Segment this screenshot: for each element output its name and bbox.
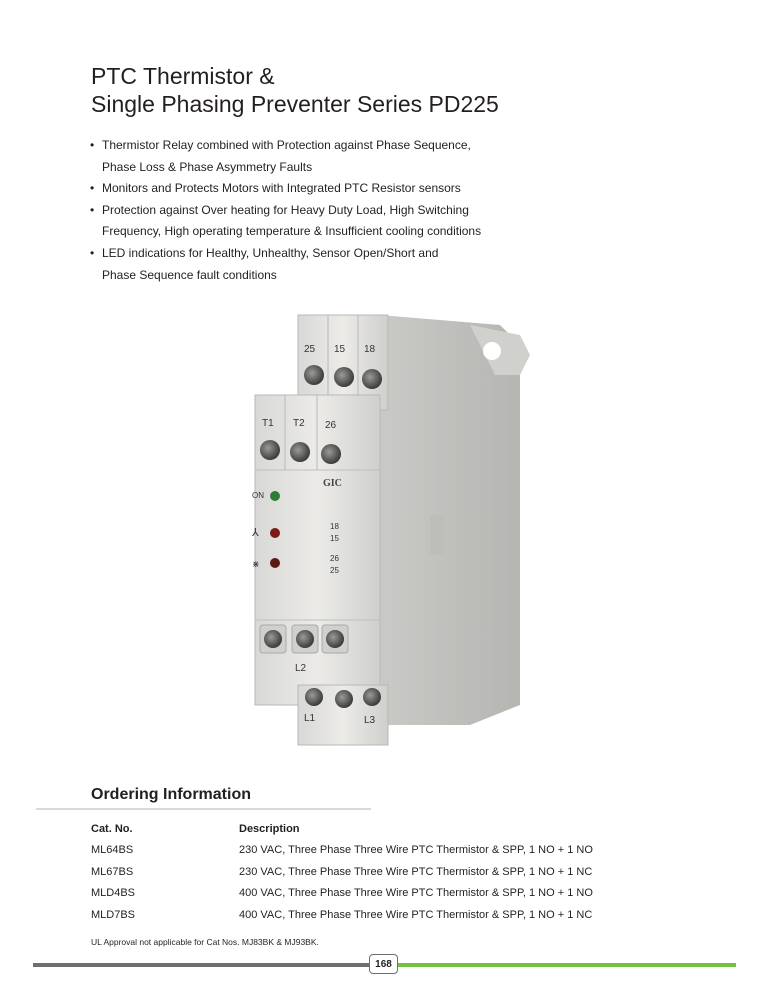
- feature-text: Thermistor Relay combined with Protection against Phase Sequence,: [102, 138, 471, 152]
- led-sensor: [270, 558, 280, 568]
- led-phase: [270, 528, 280, 538]
- cat-no-cell: ML64BS: [91, 844, 134, 857]
- description-cell: 400 VAC, Three Phase Three Wire PTC Thermistor & SPP, 1 NO + 1 NO: [239, 887, 593, 900]
- screw: [363, 688, 381, 706]
- screw: [321, 444, 341, 464]
- screw: [334, 367, 354, 387]
- footnote: UL Approval not applicable for Cat Nos. MJ83BK & MJ93BK.: [91, 937, 319, 947]
- terminal-label: L3: [364, 715, 376, 726]
- section-title: Ordering Information: [91, 786, 251, 803]
- description-cell: 230 VAC, Three Phase Three Wire PTC Thermistor & SPP, 1 NO + 1 NO: [239, 844, 593, 857]
- terminal-label: 18: [364, 344, 376, 355]
- cat-no-cell: MLD4BS: [91, 887, 136, 900]
- housing-side: [380, 315, 520, 725]
- terminal-label: 26: [325, 420, 337, 431]
- contact-label: 25: [330, 566, 339, 575]
- screw: [264, 630, 282, 648]
- terminal-label: L2: [295, 663, 307, 674]
- led-label: ON: [252, 491, 264, 500]
- feature-text: Protection against Over heating for Heavy Duty Load, High Switching: [102, 202, 469, 217]
- product-image: [230, 305, 560, 765]
- screw: [296, 630, 314, 648]
- table-row: [91, 904, 593, 926]
- ordering-table: [91, 818, 593, 926]
- description-cell: 400 VAC, Three Phase Three Wire PTC Thermistor & SPP, 1 NO + 1 NC: [239, 908, 593, 921]
- cat-no-cell: MLD7BS: [91, 908, 136, 921]
- footer-bar-left: [33, 963, 369, 967]
- sensor-icon: ⋇: [252, 559, 260, 569]
- terminal-label: L1: [304, 713, 316, 724]
- feature-item: [90, 243, 650, 286]
- feature-list: [90, 135, 650, 286]
- contact-label: 18: [330, 522, 339, 531]
- feature-text-cont: Phase Loss & Phase Asymmetry Faults: [102, 159, 313, 174]
- terminal-label: T2: [293, 418, 305, 429]
- screw: [362, 369, 382, 389]
- column-header: Description: [239, 822, 300, 835]
- feature-item: [90, 200, 650, 243]
- feature-item: [90, 178, 650, 200]
- feature-text-cont: Frequency, High operating temperature & Insufficient cooling conditions: [102, 224, 482, 239]
- feature-item: [90, 135, 650, 178]
- screw: [290, 442, 310, 462]
- screw: [260, 440, 280, 460]
- title-line-1: PTC Thermistor &: [91, 63, 275, 89]
- brand-label: GIC: [323, 478, 342, 489]
- screw: [305, 688, 323, 706]
- page-number: 168: [369, 954, 398, 974]
- contact-label: 15: [330, 534, 339, 543]
- feature-text-cont: Phase Sequence fault conditions: [102, 267, 277, 282]
- page-title: [91, 62, 499, 118]
- table-header-row: [91, 818, 593, 840]
- description-cell: 230 VAC, Three Phase Three Wire PTC Thermistor & SPP, 1 NO + 1 NC: [239, 865, 593, 878]
- feature-text: Monitors and Protects Motors with Integrated PTC Resistor sensors: [102, 181, 461, 196]
- phase-icon: ⅄: [252, 527, 259, 539]
- terminal-label: 25: [304, 344, 316, 355]
- table-row: [91, 840, 593, 862]
- screw: [304, 365, 324, 385]
- section-divider: [36, 808, 371, 810]
- table-row: [91, 883, 593, 905]
- mounting-hole: [483, 342, 501, 360]
- led-on: [270, 491, 280, 501]
- footer-bar-right: [398, 963, 736, 967]
- contact-label: 26: [330, 554, 339, 563]
- screw: [335, 690, 353, 708]
- feature-text: LED indications for Healthy, Unhealthy, Sensor Open/Short and: [102, 245, 439, 260]
- table-row: [91, 861, 593, 883]
- title-line-2: Single Phasing Preventer Series PD225: [91, 91, 499, 117]
- column-header: Cat. No.: [91, 822, 133, 835]
- cat-no-cell: ML67BS: [91, 865, 134, 878]
- terminal-label: 15: [334, 344, 346, 355]
- terminal-label: T1: [262, 418, 274, 429]
- screw: [326, 630, 344, 648]
